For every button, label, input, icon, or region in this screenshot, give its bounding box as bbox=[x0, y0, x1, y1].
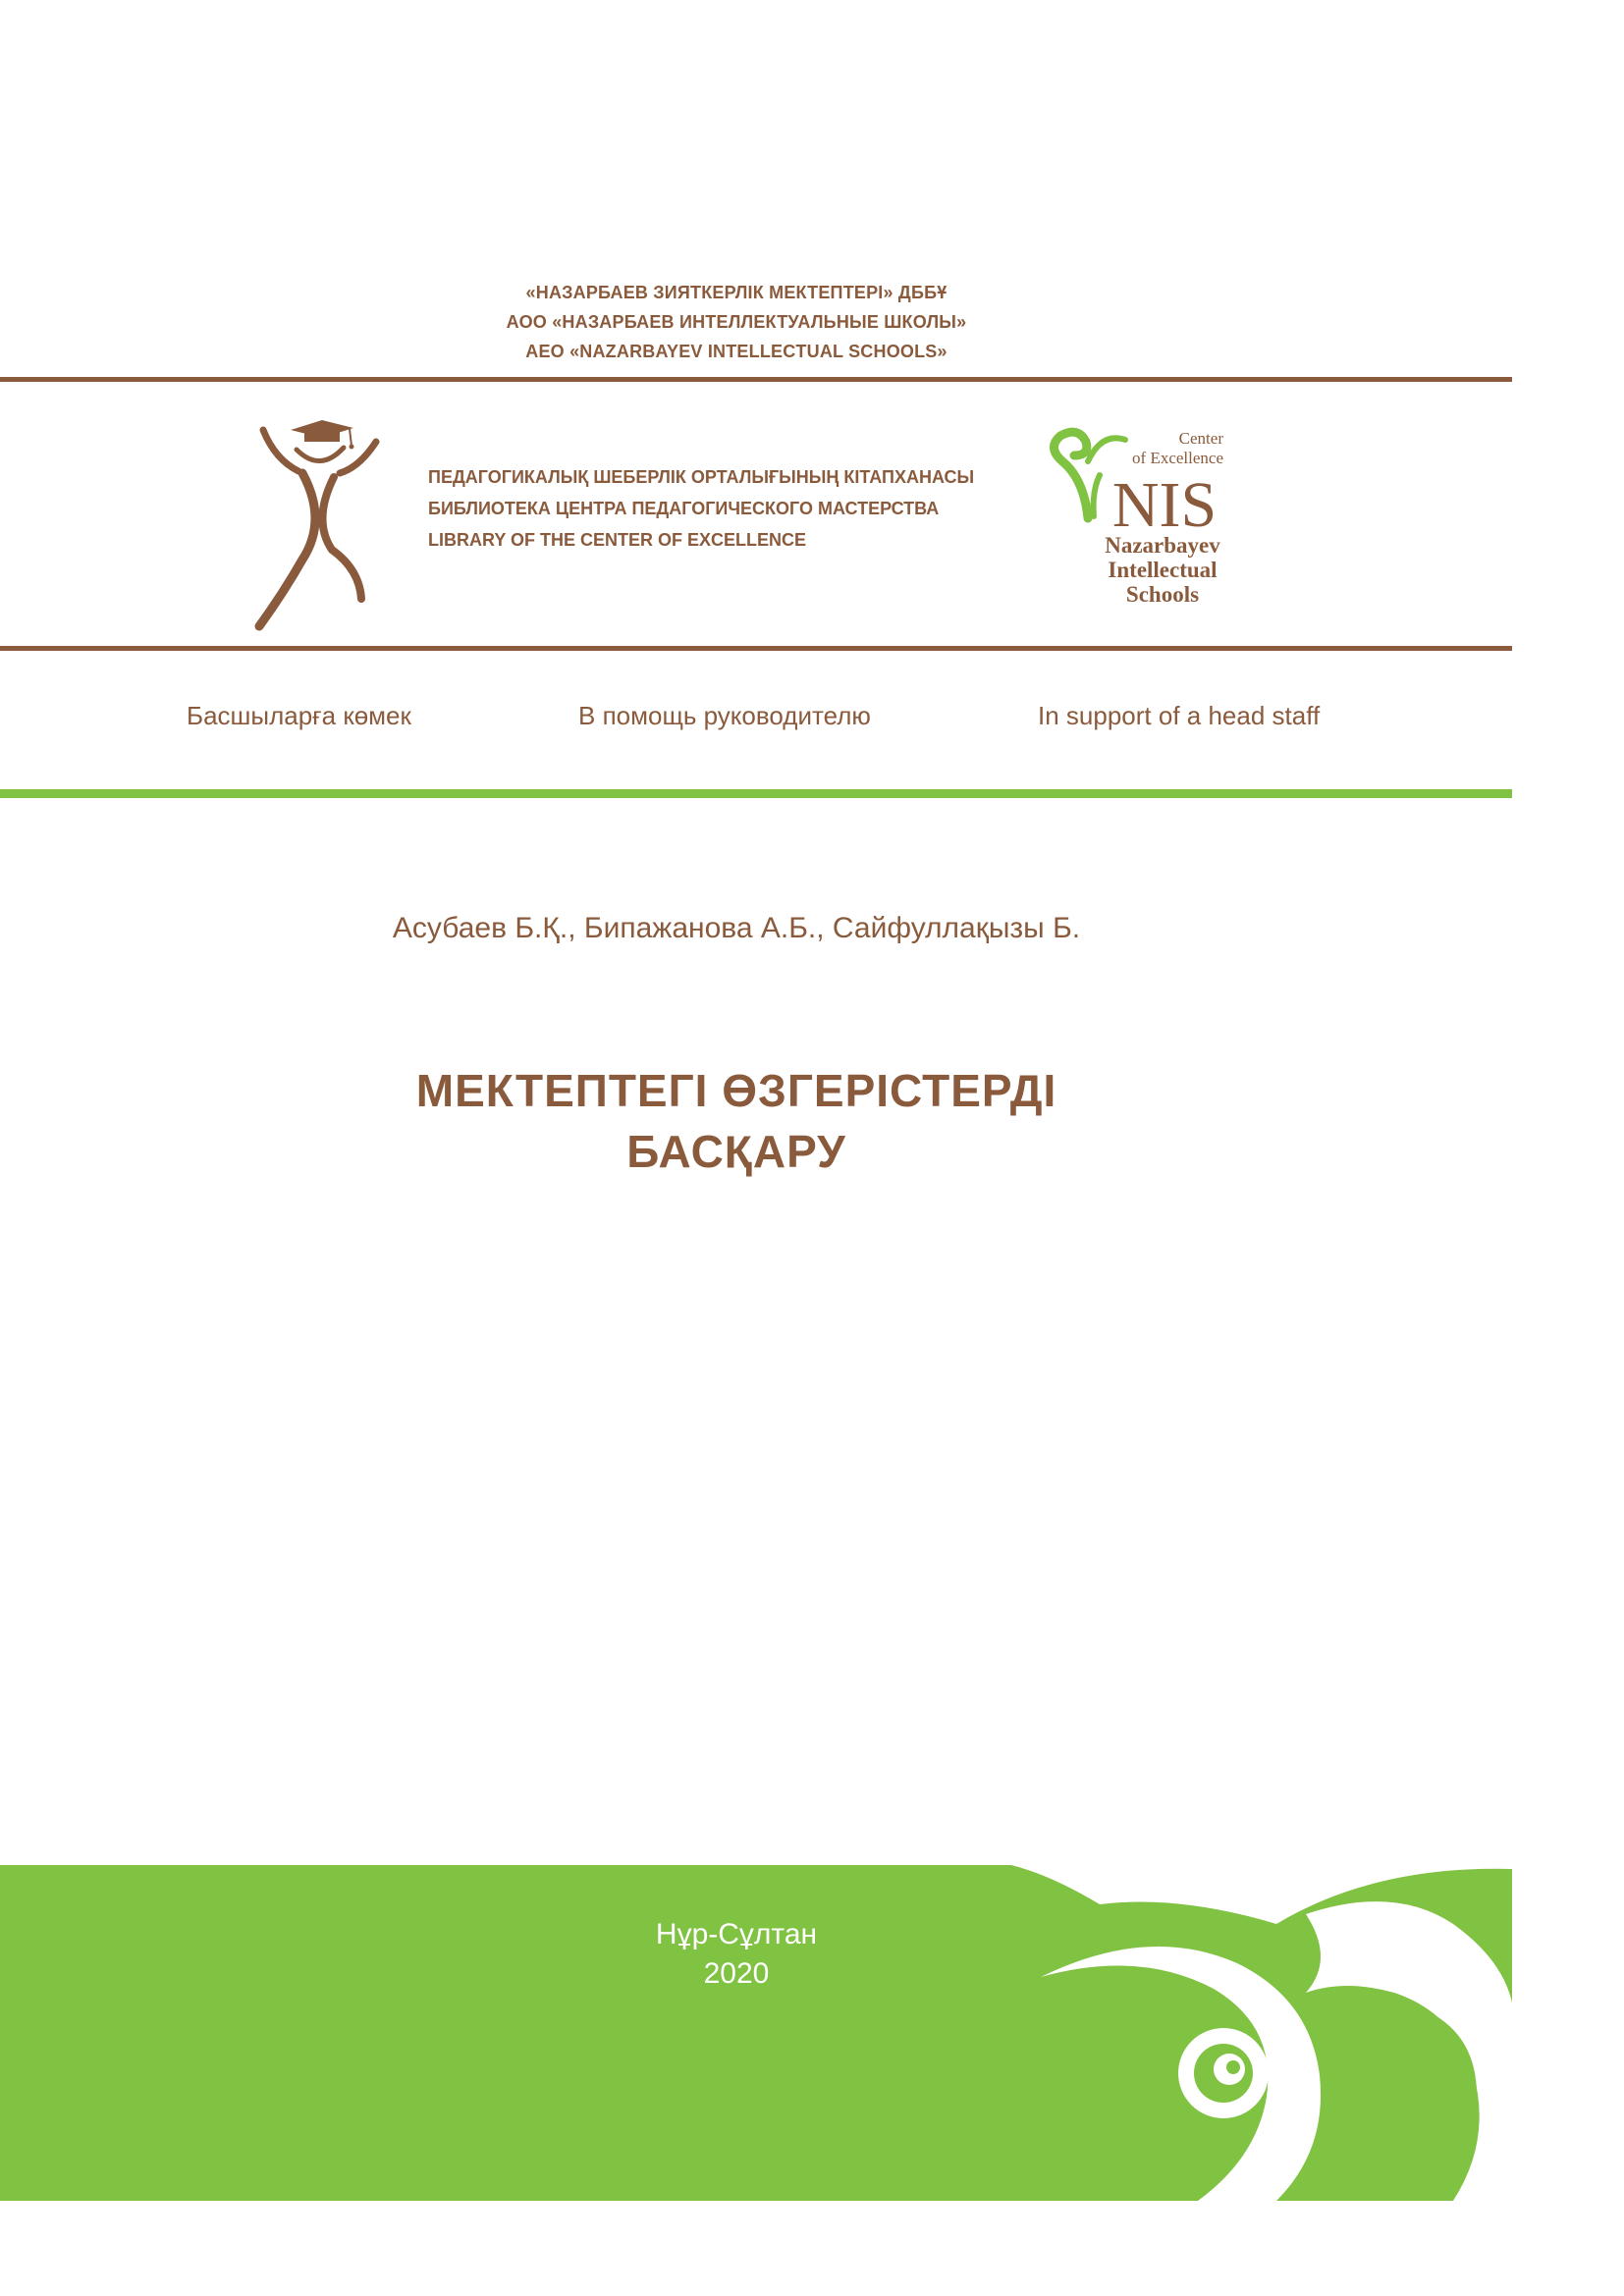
book-title bbox=[0, 1060, 1473, 1182]
nis-name-line2: Intellectual bbox=[1108, 558, 1218, 582]
book-title-line2: БАСҚАРУ bbox=[626, 1126, 846, 1177]
footer-imprint bbox=[0, 1915, 1473, 1994]
publication-year: 2020 bbox=[703, 1957, 770, 1990]
library-name-en: LIBRARY OF THE CENTER OF EXCELLENCE bbox=[428, 530, 807, 550]
library-name-kz: ПЕДАГОГИКАЛЫҚ ШЕБЕРЛІК ОРТАЛЫҒЫНЫҢ КІТАПХАНАСЫ bbox=[428, 467, 975, 487]
series-label-en: In support of a head staff bbox=[1038, 701, 1321, 730]
organization-name-kz: «НАЗАРБАЕВ ЗИЯТКЕРЛІК МЕКТЕПТЕРІ» ДББҰ bbox=[525, 283, 947, 302]
nis-name-line1: Nazarbayev bbox=[1105, 533, 1220, 558]
green-divider bbox=[0, 789, 1512, 798]
top-divider bbox=[0, 377, 1512, 382]
middle-divider bbox=[0, 646, 1512, 651]
library-name-ru: БИБЛИОТЕКА ЦЕНТРА ПЕДАГОГИЧЕСКОГО МАСТЕРСТВА bbox=[428, 499, 940, 518]
series-label-kz: Басшыларға көмек bbox=[187, 701, 411, 730]
graduate-figure-icon bbox=[253, 412, 386, 633]
series-label-ru: В помощь руководителю bbox=[578, 701, 871, 730]
nis-acronym: NIS bbox=[1111, 469, 1218, 541]
library-names bbox=[428, 461, 974, 556]
authors: Асубаев Б.Қ., Бипажанова А.Б., Сайфуллақызы Б. bbox=[392, 912, 1081, 944]
nis-name-line3: Schools bbox=[1125, 582, 1200, 607]
organization-name-en: AEO «NAZARBAYEV INTELLECTUAL SCHOOLS» bbox=[525, 342, 947, 361]
nis-center-line2: of Excellence bbox=[1132, 449, 1223, 467]
organization-header bbox=[0, 278, 1473, 366]
nis-logo bbox=[1041, 422, 1227, 614]
organization-name-ru: АОО «НАЗАРБАЕВ ИНТЕЛЛЕКТУАЛЬНЫЕ ШКОЛЫ» bbox=[506, 312, 967, 332]
book-title-line1: МЕКТЕПТЕГІ ӨЗГЕРІСТЕРДІ bbox=[415, 1065, 1057, 1116]
publication-city: Нұр-Сұлтан bbox=[655, 1918, 818, 1950]
nis-center-line1: Center bbox=[1178, 429, 1223, 448]
series-row bbox=[0, 696, 1512, 735]
